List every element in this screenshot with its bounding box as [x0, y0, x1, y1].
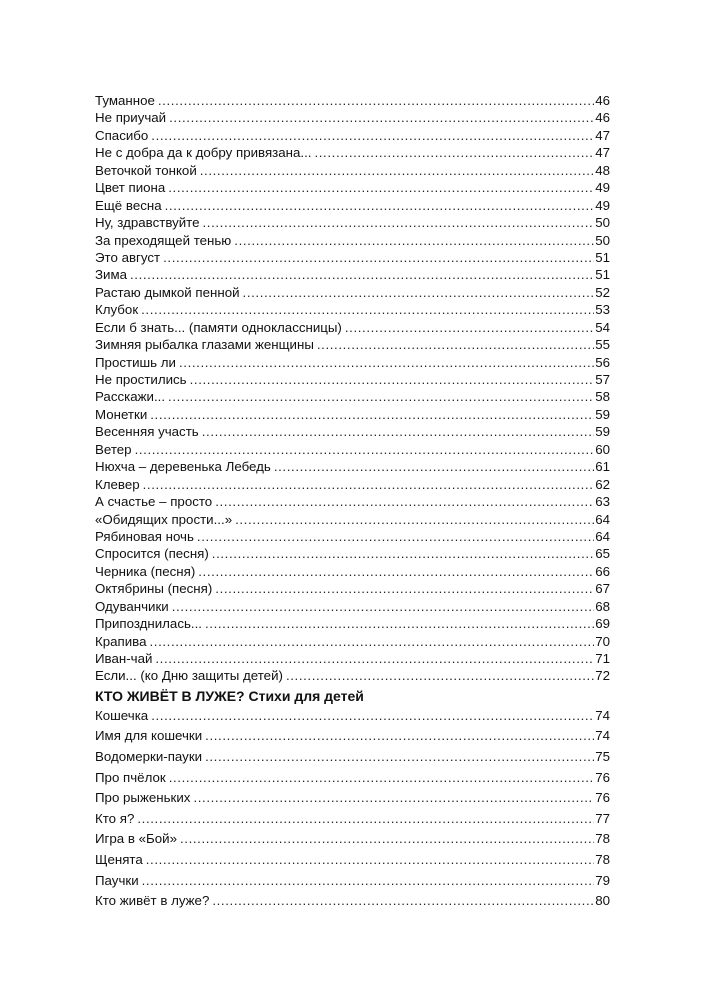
toc-entry	[95, 528, 610, 545]
dot-leader	[215, 493, 594, 510]
dot-leader	[215, 580, 594, 597]
toc-entry-title: Зимняя рыбалка глазами женщины	[95, 337, 314, 353]
toc-entry-page-number: 79	[595, 872, 610, 888]
toc-entry-page-number: 65	[595, 546, 610, 562]
toc-entry-title: А счастье – просто	[95, 494, 213, 510]
toc-entry-title: Веточкой тонкой	[95, 162, 197, 178]
toc-entry-page-number: 72	[595, 668, 610, 684]
toc-entry-page-number: 47	[595, 145, 610, 161]
toc-entry-title: Водомерки-пауки	[95, 749, 203, 765]
toc-entry	[95, 423, 610, 440]
toc-entry-title: Ещё весна	[95, 197, 162, 213]
dot-leader	[146, 850, 594, 871]
toc-entry-page-number: 71	[595, 651, 610, 666]
dot-leader	[212, 545, 594, 562]
dot-leader	[243, 284, 595, 301]
toc-entry	[95, 388, 610, 405]
toc-entry-title: Ветер	[95, 441, 132, 457]
dot-leader	[235, 511, 594, 528]
dot-leader	[179, 354, 594, 371]
toc-entry	[95, 406, 610, 423]
toc-entry-title: Нюхча – деревенька Лебедь	[95, 459, 271, 475]
toc-entry	[95, 319, 610, 336]
toc-entry-title: Припозднилась...	[95, 616, 202, 632]
toc-entry	[95, 726, 610, 747]
toc-entry-title: Одуванчики	[95, 598, 169, 614]
dot-leader	[286, 667, 594, 684]
toc-entry-title: Рябиновая ночь	[95, 528, 194, 544]
dot-leader	[168, 388, 594, 405]
toc-entry-page-number: 76	[595, 769, 610, 785]
toc-entry-page-number: 59	[595, 424, 610, 440]
toc-entry-page-number: 74	[595, 707, 610, 723]
toc-entry-page-number: 49	[595, 197, 610, 213]
toc-entry	[95, 580, 610, 597]
toc-entry	[95, 871, 610, 892]
toc-entry-title: Про пчёлок	[95, 769, 166, 785]
toc-entry-page-number: 64	[595, 528, 610, 544]
toc-entry-page-number: 47	[595, 127, 610, 143]
toc-entry-title: Не приучай	[95, 110, 167, 126]
dot-leader	[158, 92, 594, 109]
toc-entry	[95, 615, 610, 632]
dot-leader	[137, 809, 594, 830]
toc-entry	[95, 747, 610, 768]
dot-leader	[202, 423, 594, 440]
toc-entry-title: Растаю дымкой пенной	[95, 284, 240, 300]
dot-leader	[205, 615, 594, 632]
toc-entry	[95, 598, 610, 615]
toc-entry-title: Кто я?	[95, 810, 135, 826]
dot-leader	[150, 406, 594, 423]
dot-leader	[190, 371, 595, 388]
toc-entry-title: Игра в «Бой»	[95, 831, 177, 847]
toc-entry-title: Щенята	[95, 852, 143, 868]
toc-entry-page-number: 78	[595, 852, 610, 868]
toc-entry-page-number: 64	[595, 511, 610, 527]
toc-entry-title: Ну, здравствуйте	[95, 215, 200, 231]
toc-entry-title: Клубок	[95, 302, 139, 318]
toc-entry-page-number: 54	[595, 319, 610, 335]
toc-entry	[95, 511, 610, 528]
toc-entry-page-number: 66	[595, 563, 610, 579]
toc-entry	[95, 92, 610, 109]
toc-entry	[95, 493, 610, 510]
toc-entry	[95, 144, 610, 161]
toc-entry-page-number: 78	[595, 831, 610, 847]
dot-leader	[193, 788, 594, 809]
toc-entry-page-number: 59	[595, 406, 610, 422]
toc-entry-title: Не простились	[95, 372, 187, 387]
toc-entry	[95, 354, 610, 371]
toc-entry-page-number: 56	[595, 354, 610, 370]
toc-entry-page-number: 53	[595, 302, 610, 318]
toc-entry-page-number: 57	[595, 372, 610, 387]
toc-entry-title: Простишь ли	[95, 354, 176, 370]
toc-entry	[95, 249, 610, 266]
toc-entry	[95, 788, 610, 809]
toc-entry-title: Иван-чай	[95, 651, 153, 666]
dot-leader	[274, 458, 594, 475]
toc-entry	[95, 829, 610, 850]
toc-entry-page-number: 74	[595, 728, 610, 744]
dot-leader	[314, 144, 594, 161]
toc-entry-title: Если... (ко Дню защиты детей)	[95, 668, 283, 684]
toc-entry-page-number: 51	[595, 267, 610, 283]
dot-leader	[141, 301, 594, 318]
toc-entry-page-number: 61	[595, 459, 610, 475]
dot-leader	[149, 633, 594, 650]
toc-entry	[95, 232, 610, 249]
dot-leader	[155, 650, 594, 667]
toc-entry	[95, 301, 610, 318]
toc-entry-page-number: 52	[595, 284, 610, 300]
toc-entry	[95, 476, 610, 493]
toc-entry-title: Зима	[95, 267, 127, 283]
toc-entry-title: Весенняя участь	[95, 424, 199, 440]
dot-leader	[165, 197, 595, 214]
toc-entry	[95, 336, 610, 353]
toc-entry-title: Это август	[95, 249, 161, 265]
toc-list-part2	[95, 706, 610, 912]
toc-entry-title: За преходящей тенью	[95, 232, 232, 248]
dot-leader	[203, 214, 595, 231]
toc-entry	[95, 266, 610, 283]
toc-entry-title: Имя для кошечки	[95, 728, 203, 744]
dot-leader	[151, 127, 594, 144]
toc-entry	[95, 197, 610, 214]
toc-entry	[95, 458, 610, 475]
toc-entry	[95, 214, 610, 231]
toc-entry-title: Черника (песня)	[95, 563, 196, 579]
toc-entry-title: Если б знать... (памяти одноклассницы)	[95, 319, 342, 335]
toc-entry	[95, 441, 610, 458]
toc-entry	[95, 633, 610, 650]
toc-entry	[95, 545, 610, 562]
toc-entry-title: Клевер	[95, 476, 140, 492]
toc-entry-page-number: 55	[595, 337, 610, 353]
toc-entry-page-number: 70	[595, 633, 610, 649]
toc-entry-title: Туманное	[95, 93, 155, 108]
toc-list-part1	[95, 92, 610, 685]
toc-entry-page-number: 80	[595, 893, 610, 909]
toc-entry-page-number: 58	[595, 389, 610, 405]
toc-entry-title: Кошечка	[95, 707, 149, 723]
dot-leader	[151, 706, 594, 727]
toc-entry	[95, 127, 610, 144]
toc-entry	[95, 284, 610, 301]
toc-entry-page-number: 76	[595, 790, 610, 806]
toc-entry-page-number: 48	[595, 162, 610, 178]
toc-entry	[95, 891, 610, 912]
toc-entry	[95, 667, 610, 684]
toc-entry	[95, 162, 610, 179]
toc-entry-title: Про рыженьких	[95, 790, 191, 806]
toc-entry-title: Октябрины (песня)	[95, 581, 213, 597]
dot-leader	[180, 829, 594, 850]
toc-entry-page-number: 75	[595, 749, 610, 765]
toc-entry-title: Цвет пиона	[95, 180, 166, 196]
toc-entry	[95, 650, 610, 667]
toc-entry	[95, 109, 610, 126]
toc-entry-page-number: 67	[595, 581, 610, 597]
toc-entry-page-number: 49	[595, 180, 610, 196]
toc-entry-title: Кто живёт в луже?	[95, 893, 210, 909]
toc-entry	[95, 768, 610, 789]
toc-entry	[95, 809, 610, 830]
table-of-contents	[95, 92, 610, 912]
toc-entry-page-number: 50	[595, 232, 610, 248]
dot-leader	[317, 336, 594, 353]
dot-leader	[197, 528, 594, 545]
toc-entry-page-number: 68	[595, 598, 610, 614]
dot-leader	[130, 266, 594, 283]
dot-leader	[143, 476, 595, 493]
dot-leader	[200, 162, 594, 179]
dot-leader	[169, 768, 595, 789]
toc-entry-page-number: 46	[595, 93, 610, 108]
toc-entry-page-number: 62	[595, 476, 610, 492]
dot-leader	[205, 726, 594, 747]
toc-entry-title: Расскажи...	[95, 389, 166, 405]
toc-entry-title: Паучки	[95, 872, 139, 888]
toc-entry-page-number: 77	[595, 810, 610, 826]
toc-entry-page-number: 63	[595, 494, 610, 510]
dot-leader	[168, 179, 594, 196]
toc-entry	[95, 850, 610, 871]
toc-entry	[95, 179, 610, 196]
toc-entry	[95, 371, 610, 388]
dot-leader	[212, 891, 594, 912]
toc-entry-page-number: 50	[595, 215, 610, 231]
toc-entry-page-number: 51	[595, 249, 610, 265]
dot-leader	[135, 441, 595, 458]
toc-entry-title: Не с добра да к добру привязана...	[95, 145, 312, 161]
toc-entry	[95, 706, 610, 727]
toc-entry-title: Спасибо	[95, 127, 149, 143]
toc-entry-page-number: 69	[595, 616, 610, 632]
section-heading: КТО ЖИВЁТ В ЛУЖЕ? Стихи для детей	[95, 687, 364, 704]
dot-leader	[172, 598, 594, 615]
dot-leader	[198, 563, 594, 580]
toc-entry-page-number: 60	[595, 441, 610, 457]
dot-leader	[169, 109, 594, 126]
toc-entry-title: Крапива	[95, 633, 147, 649]
toc-entry-title: Спросится (песня)	[95, 546, 209, 562]
dot-leader	[163, 249, 594, 266]
toc-entry-title: Монетки	[95, 406, 148, 422]
toc-entry-page-number: 46	[595, 110, 610, 126]
dot-leader	[142, 871, 595, 892]
toc-entry	[95, 563, 610, 580]
toc-entry-title: «Обидящих прости...»	[95, 511, 233, 527]
dot-leader	[234, 232, 594, 249]
dot-leader	[345, 319, 594, 336]
dot-leader	[205, 747, 594, 768]
